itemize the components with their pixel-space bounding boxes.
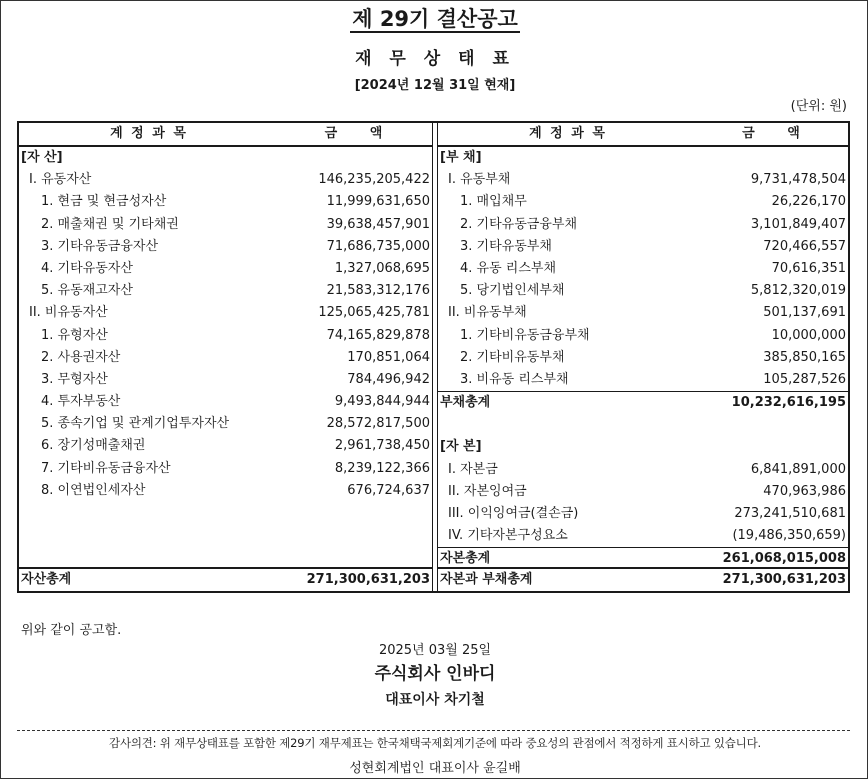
account-amount: 9,731,478,504 bbox=[750, 172, 846, 188]
company-name: 주식회사 인바디 bbox=[374, 664, 496, 684]
table-row bbox=[19, 214, 432, 236]
account-amount: 146,235,205,422 bbox=[318, 172, 430, 188]
table-row bbox=[438, 347, 848, 369]
table-row bbox=[19, 480, 432, 502]
total-liabilities-equity-label: 자본과 부채총계 bbox=[440, 572, 533, 587]
total-equity-label: 자본총계 bbox=[440, 551, 491, 566]
liabilities-section-heading bbox=[438, 147, 848, 169]
account-label: II. 비유동자산 bbox=[29, 305, 108, 321]
divider bbox=[17, 730, 850, 731]
notice-text: 위와 같이 공고함. bbox=[21, 623, 122, 638]
section-label: [자 본] bbox=[440, 439, 482, 455]
amount-column-header: 금 액 bbox=[324, 126, 397, 141]
table-row bbox=[19, 458, 432, 480]
account-label: 7. 기타비유동금융자산 bbox=[41, 460, 171, 476]
account-amount: 9,493,844,944 bbox=[334, 394, 430, 410]
table-row bbox=[438, 191, 848, 213]
total-liabilities-equity-row bbox=[438, 567, 848, 591]
balance-sheet-table bbox=[17, 121, 850, 593]
account-amount: 784,496,942 bbox=[347, 371, 430, 387]
account-amount: 1,327,068,695 bbox=[334, 260, 430, 276]
account-amount: 125,065,425,781 bbox=[318, 305, 430, 321]
spacer-row bbox=[438, 414, 848, 436]
total-liabilities-label: 부채총계 bbox=[440, 395, 491, 411]
account-label: I. 자본금 bbox=[448, 461, 498, 477]
table-row bbox=[438, 525, 848, 547]
liabilities-equity-column bbox=[437, 123, 848, 591]
table-row bbox=[438, 214, 848, 236]
announcement-date: 2025년 03월 25일 bbox=[378, 643, 492, 658]
account-label: III. 이익잉여금(결손금) bbox=[448, 506, 579, 521]
account-amount: 6,841,891,000 bbox=[750, 461, 846, 477]
account-label: 1. 매입채무 bbox=[460, 194, 527, 210]
table-row bbox=[438, 503, 848, 525]
account-label: IV. 기타자본구성요소 bbox=[448, 528, 568, 544]
table-row bbox=[19, 413, 432, 435]
account-label: 3. 기타유동부채 bbox=[460, 238, 552, 254]
account-amount: 74,165,829,878 bbox=[326, 327, 430, 343]
account-amount: 3,101,849,407 bbox=[750, 216, 846, 232]
account-label: 1. 유형자산 bbox=[41, 327, 108, 343]
account-amount: 71,686,735,000 bbox=[326, 238, 430, 254]
table-row bbox=[19, 391, 432, 413]
page-title-text: 제 29기 결산공고 bbox=[352, 7, 518, 31]
account-amount: 11,999,631,650 bbox=[326, 194, 430, 210]
account-label: 5. 종속기업 및 관계기업투자자산 bbox=[41, 416, 230, 432]
account-column-header: 계 정 과 목 bbox=[110, 126, 188, 141]
account-amount: 676,724,637 bbox=[347, 482, 430, 498]
account-amount: 170,851,064 bbox=[347, 349, 430, 365]
table-row bbox=[19, 169, 432, 191]
account-label: 2. 사용권자산 bbox=[41, 349, 121, 365]
amount-column-header: 금 액 bbox=[742, 126, 814, 141]
account-label: 3. 비유동 리스부채 bbox=[460, 371, 569, 387]
total-assets-amount: 271,300,631,203 bbox=[306, 572, 430, 587]
account-amount: 720,466,557 bbox=[763, 238, 846, 254]
account-amount: 501,137,691 bbox=[763, 305, 846, 321]
account-amount: 5,812,320,019 bbox=[750, 283, 846, 299]
account-label: I. 유동부채 bbox=[448, 172, 511, 188]
table-row bbox=[19, 191, 432, 213]
liabilities-header bbox=[438, 123, 848, 147]
account-amount: 8,239,122,366 bbox=[334, 460, 430, 476]
account-label: 6. 장기성매출채권 bbox=[41, 438, 146, 454]
table-row bbox=[19, 369, 432, 391]
account-label: 3. 무형자산 bbox=[41, 371, 108, 387]
account-label: 4. 기타유동자산 bbox=[41, 260, 133, 276]
table-row bbox=[438, 459, 848, 481]
account-amount: 273,241,510,681 bbox=[734, 506, 846, 521]
account-amount: 26,226,170 bbox=[771, 194, 846, 210]
unit-label: (단위: 원) bbox=[790, 99, 847, 114]
table-row bbox=[19, 258, 432, 280]
section-label: [부 채] bbox=[440, 150, 482, 165]
table-row bbox=[19, 302, 432, 324]
account-amount: 105,287,526 bbox=[763, 371, 846, 387]
total-equity-row bbox=[438, 547, 848, 569]
account-amount: 21,583,312,176 bbox=[326, 283, 430, 299]
account-label: 2. 기타유동금융부채 bbox=[460, 216, 577, 232]
account-amount: 385,850,165 bbox=[763, 349, 846, 365]
account-label: 5. 당기법인세부채 bbox=[460, 283, 565, 299]
table-row bbox=[19, 236, 432, 258]
account-column-header: 계 정 과 목 bbox=[529, 126, 607, 141]
assets-header bbox=[19, 123, 432, 147]
section-label: [자 산] bbox=[21, 150, 63, 165]
account-amount: 70,616,351 bbox=[771, 260, 846, 276]
account-amount: 39,638,457,901 bbox=[326, 216, 430, 232]
account-label: II. 자본잉여금 bbox=[448, 483, 527, 499]
total-equity-amount: 261,068,015,008 bbox=[722, 551, 846, 566]
table-row bbox=[438, 280, 848, 302]
account-amount: 28,572,817,500 bbox=[326, 416, 430, 432]
account-label: 3. 기타유동금융자산 bbox=[41, 238, 158, 254]
account-amount: (19,486,350,659) bbox=[732, 528, 846, 544]
total-liabilities-equity-amount: 271,300,631,203 bbox=[722, 572, 846, 587]
table-row bbox=[438, 369, 848, 391]
total-liabilities-row bbox=[438, 391, 848, 414]
total-assets-label: 자산총계 bbox=[21, 572, 72, 587]
table-row bbox=[438, 302, 848, 324]
statement-title: 재 무 상 태 표 bbox=[355, 49, 515, 69]
account-label: 1. 기타비유동금융부채 bbox=[460, 327, 590, 343]
table-row bbox=[438, 169, 848, 191]
assets-column bbox=[19, 123, 433, 591]
account-label: 8. 이연법인세자산 bbox=[41, 482, 146, 498]
assets-rows bbox=[19, 147, 432, 502]
account-label: 4. 투자부동산 bbox=[41, 394, 121, 410]
table-row bbox=[438, 325, 848, 347]
liabilities-rows bbox=[438, 147, 848, 547]
account-label: 4. 유동 리스부채 bbox=[460, 260, 557, 276]
table-row bbox=[19, 280, 432, 302]
table-row bbox=[19, 435, 432, 457]
account-label: 2. 매출채권 및 기타채권 bbox=[41, 216, 179, 232]
audit-opinion: 감사의견: 위 재무상태표를 포함한 제29기 재무제표는 한국채택국제회계기준에 따라 중요성의 관점에서 적정하게 표시하고 있습니다. bbox=[109, 736, 761, 750]
table-row bbox=[438, 236, 848, 258]
equity-section-heading bbox=[438, 436, 848, 458]
table-row bbox=[438, 258, 848, 280]
ceo-name: 대표이사 차기철 bbox=[385, 692, 485, 708]
account-amount: 470,963,986 bbox=[763, 483, 846, 499]
total-assets-row bbox=[19, 567, 432, 591]
account-label: I. 유동자산 bbox=[29, 172, 92, 188]
account-amount: 10,000,000 bbox=[771, 327, 846, 343]
account-label: 1. 현금 및 현금성자산 bbox=[41, 194, 167, 210]
account-amount: 2,961,738,450 bbox=[334, 438, 430, 454]
account-label: 2. 기타비유동부채 bbox=[460, 349, 565, 365]
table-row bbox=[438, 481, 848, 503]
table-row bbox=[19, 347, 432, 369]
account-label: 5. 유동재고자산 bbox=[41, 283, 133, 299]
page-title bbox=[1, 5, 868, 33]
total-liabilities-amount: 10,232,616,195 bbox=[731, 395, 846, 411]
table-row bbox=[19, 325, 432, 347]
assets-section-heading bbox=[19, 147, 432, 169]
account-label: II. 비유동부채 bbox=[448, 305, 527, 321]
auditor-name: 성현회계법인 대표이사 윤길배 bbox=[349, 761, 521, 776]
as-of-date: [2024년 12월 31일 현재] bbox=[354, 78, 516, 93]
